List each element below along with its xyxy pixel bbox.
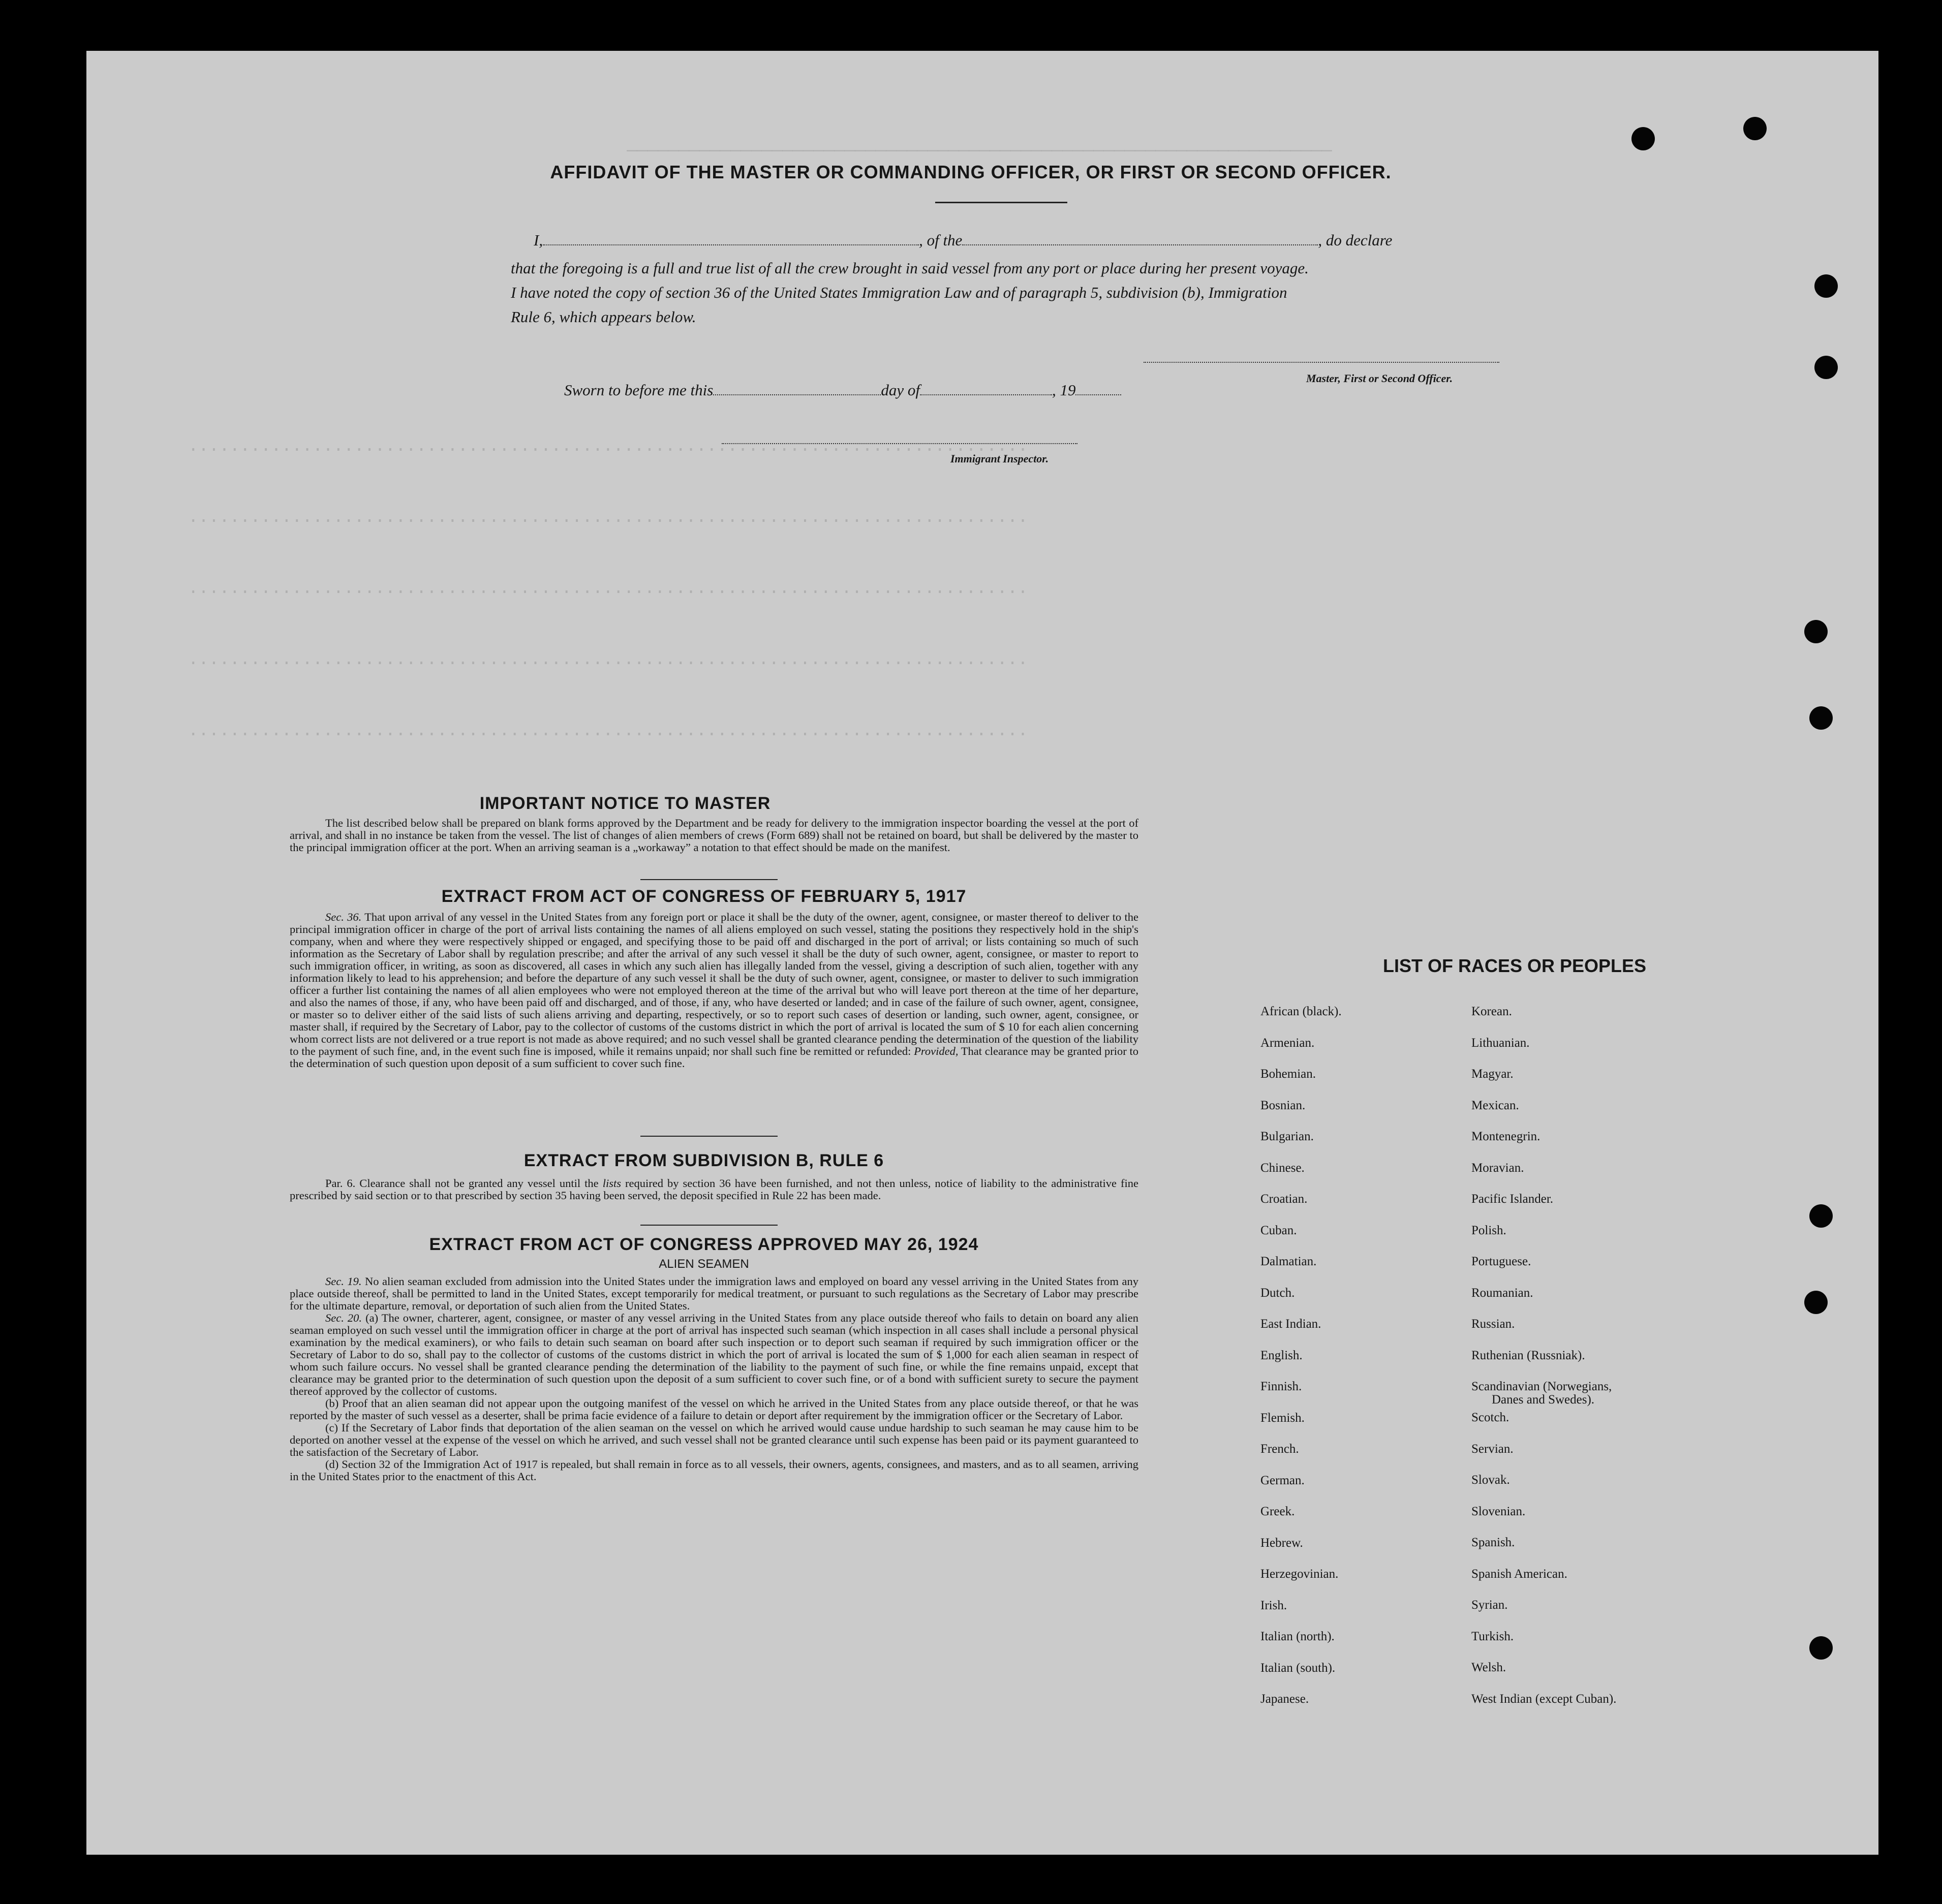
race-item: Pacific Islander. (1471, 1192, 1554, 1206)
sec-20-label: Sec. 20. (325, 1312, 362, 1324)
notice-title: IMPORTANT NOTICE TO MASTER (479, 794, 771, 813)
race-item: Scotch. (1471, 1411, 1509, 1424)
inspector-caption: Immigrant Inspector. (950, 452, 1049, 465)
race-item: Roumanian. (1471, 1286, 1533, 1300)
bleed-through-shadow: ................................................................................. (188, 579, 1028, 599)
race-item: Lithuanian. (1471, 1036, 1530, 1050)
master-caption: Master, First or Second Officer. (1306, 372, 1453, 385)
race-item: Slovenian. (1471, 1504, 1526, 1518)
alien-seamen-subtitle: ALIEN SEAMEN (659, 1257, 749, 1271)
bleed-through-shadow: ................................................................................. (188, 650, 1028, 670)
sec-19-paragraph (290, 1275, 1138, 1312)
i-label: I, (534, 231, 543, 249)
master-signature-line (1144, 362, 1499, 363)
sworn-line (564, 381, 1121, 399)
inspector-signature-line (722, 443, 1077, 444)
bleed-through-shadow: ................................................................................. (188, 508, 1028, 527)
provided-label: Provided, (914, 1045, 959, 1057)
affidavit-para-line-3: Rule 6, which appears below. (511, 308, 696, 326)
punch-hole (1804, 620, 1828, 643)
race-item: Greek. (1260, 1505, 1295, 1518)
races-left-column (1260, 996, 1342, 1715)
race-item: African (black). (1260, 1005, 1342, 1018)
race-item: Russian. (1471, 1317, 1515, 1331)
extract-1924-text (290, 1275, 1138, 1483)
sec-36-text-end: That clearance may be granted prior to the determination of such question upon deposit of a sum sufficient to cover such fine. (290, 1045, 1139, 1070)
bleed-through-shadow: ................................................................................. (188, 437, 1028, 456)
race-item: Irish. (1260, 1598, 1287, 1612)
race-item: German. (1260, 1473, 1305, 1487)
sec-36-text: That upon arrival of any vessel in the United States from any foreign port or place it shall be the duty of the owner, agent, consignee, or master thereof to deliver to the principal immigration officer in charge of the port of arrival lists containing the names of all aliens employed on such vessel, stating the positions they respectively hold in the ship's company, when and where they were respectively shipped or engaged, and specifying those to be paid off and discharged in the port of arrival; or lists containing so much of such information as the Secretary of Labor shall by regulation prescribe; and after the arrival of any such vessel it shall be the duty of such owner, agent, consignee, or master to report to such immigration officer, in writing, as soon as discovered, all cases in which any such alien has illegally landed from the vessel, giving a description of such alien, together with any information likely to lead to his apprehension; and before the departure of any such vessel it shall be the duty of such owner, agent, consignee, or master to deliver to such immigration officer a further list containing the names of all alien employees who were not employed thereon at the time of the arrival but who will leave port thereon at the time of her departure, and also the names of those, if any, who have been paid off and discharged, and of those, if any, who have deserted or landed; and in case of the failure of such owner, agent, consignee, or master so to deliver either of the said lists of such aliens arriving and departing, respectively, or so to report such cases of desertion or landing, such owner, agent, consignee, or master shall, if required by the Secretary of Labor, pay to the collector of customs of the customs district in which the port of arrival is located the sum of $ 10 for each alien concerning whom correct lists are not delivered or a true report is not made as above required; and no such vessel shall be granted clearance pending the determination of the question of the liability to the payment of such fine, and, in the event such fine is imposed, while it remains unpaid; nor shall such fine be remitted or refunded: (290, 911, 1138, 1057)
punch-hole (1809, 706, 1833, 730)
sworn-day-blank (713, 394, 881, 395)
sec-20a-paragraph (290, 1312, 1138, 1397)
race-item: Syrian. (1471, 1598, 1508, 1612)
race-item: Dalmatian. (1260, 1255, 1317, 1268)
race-item: Croatian. (1260, 1192, 1308, 1206)
affidavit-title: AFFIDAVIT OF THE MASTER OR COMMANDING OFFICER, OR FIRST OR SECOND OFFICER. (550, 162, 1392, 182)
day-of-label: day of (881, 381, 920, 399)
sec-20c-paragraph: (c) If the Secretary of Labor finds that deportation of the alien seaman on the vessel on which he arrived would cause undue hardship to such seaman he may cause him to be deported on another vessel at the expense of the vessel on which he arrived, and such vessel shall not be granted clearance until such expense has been paid or its payment guaranteed to the satisfaction of the Secretary of Labor. (290, 1421, 1138, 1458)
sec-36-label: Sec. 36. (325, 911, 362, 923)
race-item: Italian (south). (1260, 1661, 1336, 1675)
race-item: Spanish. (1471, 1536, 1515, 1549)
race-item: Dutch. (1260, 1286, 1295, 1300)
extract-1917-title: EXTRACT FROM ACT OF CONGRESS OF FEBRUARY 5, 1917 (441, 887, 967, 906)
race-item: Moravian. (1471, 1161, 1524, 1175)
year-blank (1075, 394, 1121, 395)
race-item: French. (1260, 1442, 1299, 1456)
year-label: , 19 (1052, 381, 1076, 399)
sec-19-label: Sec. 19. (325, 1275, 362, 1288)
extract-1917-rule (640, 1136, 778, 1137)
name-blank (543, 244, 919, 245)
month-blank (920, 394, 1052, 395)
subdivision-b-title: EXTRACT FROM SUBDIVISION B, RULE 6 (523, 1151, 884, 1170)
lists-word: lists (602, 1177, 621, 1190)
race-item: Polish. (1471, 1223, 1506, 1237)
race-item: Korean. (1471, 1005, 1512, 1018)
punch-hole (1804, 1291, 1828, 1314)
punch-hole (1809, 1204, 1833, 1228)
bleed-through-shadow: ................................................................................. (188, 722, 1028, 741)
race-item: Bohemian. (1260, 1067, 1316, 1081)
vessel-blank (962, 244, 1318, 245)
race-item: East Indian. (1260, 1317, 1321, 1331)
title-rule (935, 202, 1067, 203)
notice-text (290, 817, 1138, 854)
race-item-line: Danes and Swedes). (1492, 1393, 1595, 1407)
par-6-text-end: required by section 36 have been furnished, and not then unless, notice of liability to the administrative fine prescribed by said section or to that prescribed by section 35 having been served, the deposit specified in Rule 22 has been made. (290, 1177, 1138, 1202)
race-item: Japanese. (1260, 1692, 1309, 1706)
races-title: LIST OF RACES OR PEOPLES (1382, 955, 1647, 976)
race-item: Flemish. (1260, 1411, 1305, 1425)
race-item (1471, 1371, 1616, 1407)
race-item: Armenian. (1260, 1036, 1315, 1050)
subdivision-b-text (290, 1177, 1138, 1202)
race-item: Servian. (1471, 1442, 1514, 1456)
punch-hole (1814, 274, 1838, 298)
race-item: Chinese. (1260, 1161, 1305, 1175)
race-item: Cuban. (1260, 1223, 1297, 1237)
race-item: West Indian (except Cuban). (1471, 1692, 1617, 1706)
sec-36-paragraph (290, 911, 1138, 1070)
race-item: Finnish. (1260, 1380, 1302, 1393)
sec-20d-paragraph: (d) Section 32 of the Immigration Act of 1917 is repealed, but shall remain in force as to all vessels, their owners, agents, consignees, and masters, and as to all seamen, arriving in the United States prior to the enactment of this Act. (290, 1458, 1138, 1483)
affidavit-declaration-line (534, 231, 1392, 249)
notice-rule (640, 879, 778, 880)
race-item: Herzegovinian. (1260, 1567, 1339, 1581)
sec-20a-text: (a) The owner, charterer, agent, consignee, or master of any vessel arriving in the United States from any place outside thereof who fails to detain on board any alien seaman employed on such vessel until the immigration officer in charge at the port of arrival has inspected such seaman (which inspection in all cases shall include a personal physical examination by the medical examiners), or who fails to detain such seaman on board after such inspection or to deport such seaman if required by such immigration officer or the Secretary of Labor to do so, shall pay to the collector of customs of the customs district in which the port of arrival is located the sum of $ 1,000 for each alien seaman in respect of whom such failure occurs. No vessel shall be granted clearance pending the determination of the liability to the payment of such fine, or while the fine remains unpaid, except that clearance may be granted prior to the determination of such question upon the deposit of a sum sufficient to cover such fine, or of a bond with sufficient surety to secure the payment thereof approved by the collector of customs. (290, 1312, 1139, 1397)
par-6-text: Par. 6. Clearance shall not be granted any vessel until the (325, 1177, 599, 1190)
extract-1924-title: EXTRACT FROM ACT OF CONGRESS APPROVED MAY 26, 1924 (429, 1235, 979, 1254)
sec-20b-paragraph: (b) Proof that an alien seaman did not appear upon the outgoing manifest of the vessel on which he arrived in the United States from any place outside thereof, or that he was reported by the master of such vessel as a deserter, shall be prima facie evidence of a failure to detain or deport after requirement by the immigration officer or the Secretary of Labor. (290, 1397, 1138, 1422)
sworn-label: Sworn to before me this (564, 381, 714, 399)
race-item: Bulgarian. (1260, 1130, 1314, 1143)
races-right-column (1471, 996, 1616, 1714)
race-item: Hebrew. (1260, 1536, 1303, 1550)
extract-1917-text (290, 911, 1138, 1070)
notice-paragraph: The list described below shall be prepared on blank forms approved by the Department and be ready for delivery to the immigration inspector boarding the vessel at the port of arrival, and shall in no instance be taken from the vessel. The list of changes of alien members of crews (Form 689) shall not be retained on board, but shall be delivered by the master to the principal immigration officer at the port. When an arriving seaman is a „workaway” a notation to that effect should be made on the manifest. (290, 817, 1138, 854)
sec-19-text: No alien seaman excluded from admission into the United States under the immigration laws and employed on board any vessel arriving in the United States from any place outside thereof, shall be permitted to land in the United States, except temporarily for medical treatment, or pursuant to such regulations as the Secretary of Labor may prescribe for the ultimate departure, removal, or deportation of such alien from the United States. (290, 1275, 1139, 1312)
affidavit-para-line-1: that the foregoing is a full and true list of all the crew brought in said vessel from any port or place during her present voyage. (511, 259, 1309, 277)
race-item: English. (1260, 1348, 1303, 1362)
race-item: Spanish American. (1471, 1567, 1567, 1581)
race-item: Ruthenian (Russniak). (1471, 1348, 1585, 1362)
do-declare-label: , do declare (1318, 231, 1393, 249)
of-the-label: , of the (919, 231, 963, 249)
race-item: Portuguese. (1471, 1255, 1531, 1268)
race-item-line: Scandinavian (Norwegians, (1471, 1380, 1612, 1393)
race-item: Mexican. (1471, 1098, 1519, 1112)
subdivision-b-rule (640, 1225, 778, 1226)
bleed-through-shadow: ──────────────────────────────────────────────────────────────────── (544, 142, 1332, 162)
race-item: Magyar. (1471, 1067, 1514, 1081)
affidavit-para-line-2: I have noted the copy of section 36 of the United States Immigration Law and of paragraph 5, subdivision (b), Immigration (511, 284, 1287, 301)
race-item: Slovak. (1471, 1473, 1510, 1487)
race-item: Bosnian. (1260, 1098, 1306, 1112)
punch-hole (1631, 127, 1655, 150)
race-item: Turkish. (1471, 1629, 1514, 1643)
par-6-paragraph (290, 1177, 1138, 1202)
punch-hole (1743, 117, 1767, 140)
punch-hole (1809, 1636, 1833, 1660)
document-page (86, 51, 1878, 1855)
punch-hole (1814, 356, 1838, 379)
race-item: Welsh. (1471, 1661, 1506, 1674)
race-item: Italian (north). (1260, 1630, 1335, 1643)
race-item: Montenegrin. (1471, 1130, 1540, 1143)
